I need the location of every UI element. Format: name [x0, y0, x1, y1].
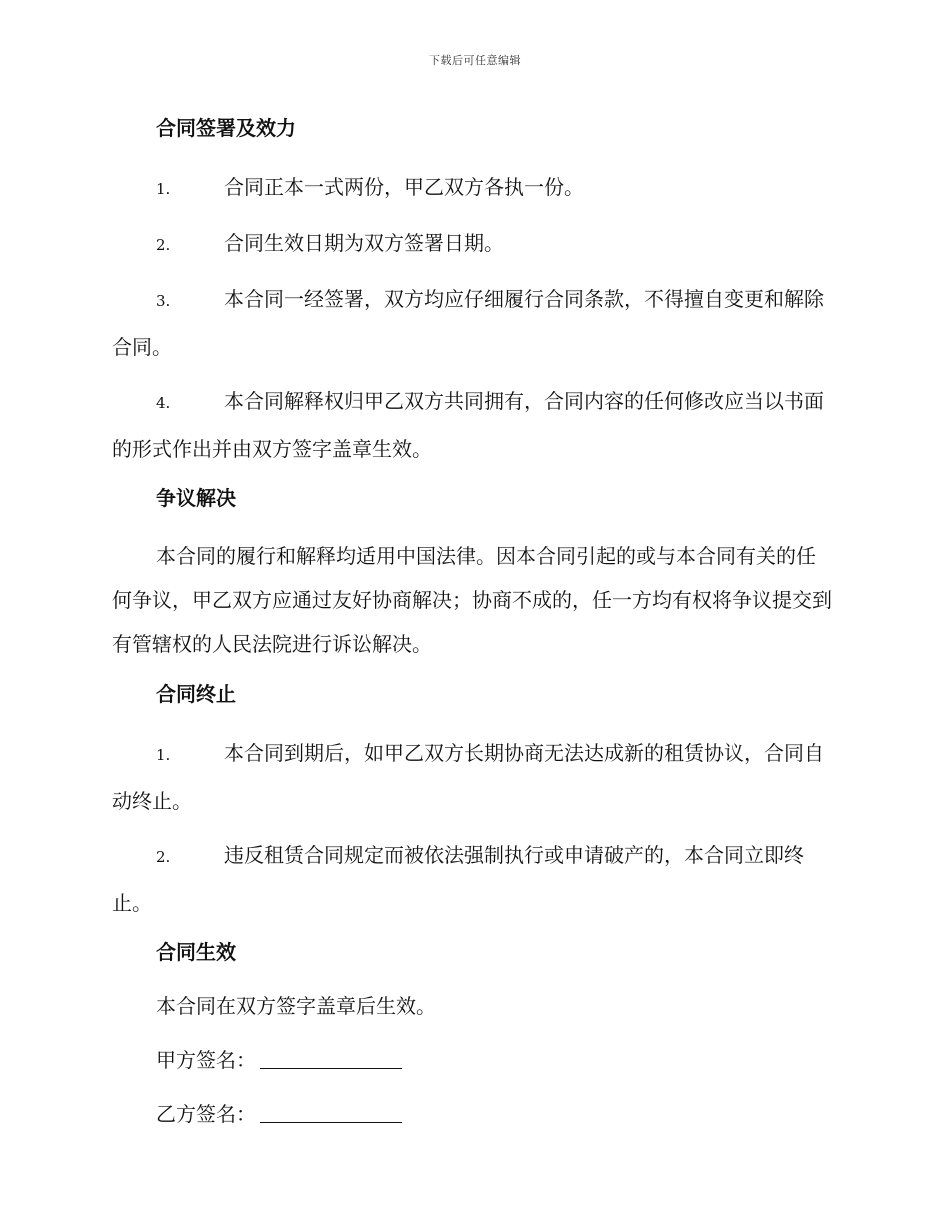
- termination-item-1: [112, 730, 834, 824]
- party-a-label: 甲方签名：: [156, 1048, 256, 1072]
- party-b-signature-line: [260, 1102, 402, 1123]
- section-title-signing: 合同签署及效力: [156, 116, 296, 140]
- item-number: 2.: [156, 236, 171, 254]
- party-b-label: 乙方签名：: [156, 1102, 256, 1126]
- item-text: 合同生效日期为双方签署日期。: [224, 231, 504, 255]
- dispute-paragraph: 本合同的履行和解释均适用中国法律。因本合同引起的或与本合同有关的任何争议，甲乙双方应通过友好协商解决；协商不成的，任一方均有权将争议提交到有管辖权的人民法院进行诉讼解决。: [112, 544, 832, 656]
- signing-item-4: [112, 378, 834, 472]
- signing-item-1: [112, 164, 834, 212]
- party-a-signature: [112, 1042, 834, 1078]
- effective-paragraph: 本合同在双方签字盖章后生效。: [156, 994, 436, 1018]
- item-number: 4.: [156, 394, 171, 412]
- item-number: 1.: [156, 180, 171, 198]
- item-number: 1.: [156, 746, 171, 764]
- item-number: 3.: [156, 292, 171, 310]
- party-a-signature-line: [260, 1048, 402, 1069]
- signing-item-2: [112, 220, 834, 268]
- section-title-effective: 合同生效: [156, 940, 236, 964]
- item-text: 本合同到期后，如甲乙双方长期协商无法达成新的租赁协议，合同自动终止。: [112, 741, 824, 813]
- termination-item-2: [112, 832, 834, 926]
- item-number: 2.: [156, 848, 171, 866]
- item-text: 本合同解释权归甲乙双方共同拥有，合同内容的任何修改应当以书面的形式作出并由双方签字盖章生效。: [112, 389, 824, 461]
- section-title-termination: 合同终止: [156, 682, 236, 706]
- party-b-signature: [112, 1096, 834, 1132]
- item-text: 合同正本一式两份，甲乙双方各执一份。: [224, 175, 584, 199]
- signing-item-3: [112, 276, 834, 370]
- item-text: 违反租赁合同规定而被依法强制执行或申请破产的，本合同立即终止。: [112, 843, 804, 915]
- document-body: [112, 110, 834, 1150]
- item-text: 本合同一经签署，双方均应仔细履行合同条款，不得擅自变更和解除合同。: [112, 287, 824, 359]
- section-title-dispute: 争议解决: [156, 486, 236, 510]
- page-header: 下载后可任意编辑: [429, 54, 521, 67]
